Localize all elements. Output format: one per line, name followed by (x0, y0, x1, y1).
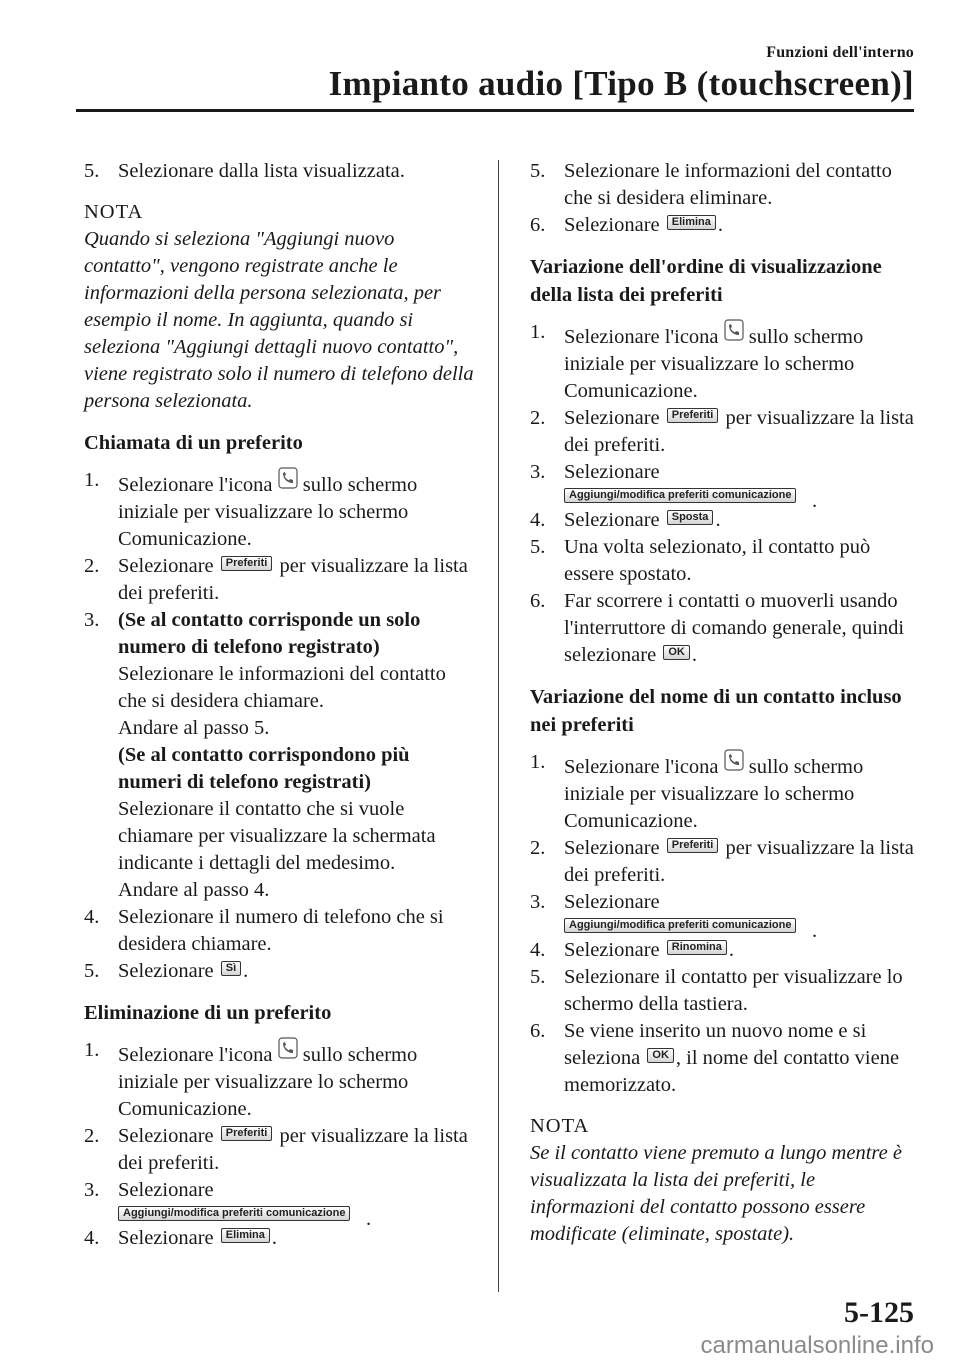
elimina-button: Elimina (221, 1228, 270, 1243)
delete-step-3: 3. Selezionare Aggiungi/modifica preferiti comunicazione . (84, 1179, 372, 1230)
header-rule (76, 109, 914, 112)
phone-icon (724, 319, 744, 341)
si-button: Sì (221, 961, 241, 976)
call-step-1: 1. Selezionare l'icona sullo schermo iniziale per visualizzare lo schermo Comunicazione. (84, 469, 418, 550)
note-label: NOTA (84, 201, 144, 223)
order-step-2: 2. Selezionare Preferiti per visualizzare la lista dei preferiti. (530, 407, 914, 456)
heading-change-order: Variazione dell'ordine di visualizzazione della lista dei preferiti (530, 256, 882, 306)
left-column (84, 158, 474, 1252)
page-title: Impianto audio [Tipo B (touchscreen)] (328, 64, 914, 103)
preferiti-button: Preferiti (221, 556, 273, 571)
delete-step-4: 4. Selezionare Elimina . (84, 1227, 277, 1249)
rinomina-button: Rinomina (667, 940, 727, 955)
rename-step-5: 5. Selezionare il contatto per visualizzare lo schermo della tastiera. (530, 966, 903, 1015)
preferiti-button: Preferiti (221, 1126, 273, 1141)
delete-step-2: 2. Selezionare Preferiti per visualizzare la lista dei preferiti. (84, 1125, 468, 1174)
note-long-press (530, 1113, 920, 1248)
heading-call-favorite: Chiamata di un preferito (84, 432, 303, 454)
delete-step-1: 1. Selezionare l'icona sullo schermo iniziale per visualizzare lo schermo Comunicazione. (84, 1039, 418, 1120)
phone-icon (278, 467, 298, 489)
rename-step-1: 1. Selezionare l'icona sullo schermo iniziale per visualizzare lo schermo Comunicazione. (530, 751, 864, 832)
call-step-2: 2. Selezionare Preferiti per visualizzare la lista dei preferiti. (84, 555, 468, 604)
ok-button: OK (647, 1048, 674, 1063)
edit-favorites-button: Aggiungi/modifica preferiti comunicazione (564, 488, 796, 503)
rename-step-2: 2. Selezionare Preferiti per visualizzare la lista dei preferiti. (530, 837, 914, 886)
delete-step-5: 5. Selezionare le informazioni del contatto che si desidera eliminare. (530, 160, 892, 209)
order-step-3: 3. Selezionare Aggiungi/modifica preferiti comunicazione . (530, 461, 818, 512)
note-add-contact (84, 199, 474, 415)
note-label: NOTA (530, 1115, 590, 1137)
ok-button: OK (663, 645, 690, 660)
edit-favorites-button: Aggiungi/modifica preferiti comunicazione (118, 1206, 350, 1221)
preferiti-button: Preferiti (667, 838, 719, 853)
order-step-1: 1. Selezionare l'icona sullo schermo iniziale per visualizzare lo schermo Comunicazione. (530, 321, 864, 402)
rename-step-3: 3. Selezionare Aggiungi/modifica preferiti comunicazione . (530, 891, 818, 942)
step-select-from-list: 5. Selezionare dalla lista visualizzata. (84, 160, 405, 182)
heading-rename-contact: Variazione del nome di un contatto incluso nei preferiti (530, 686, 902, 736)
call-step-3: 3. (Se al contatto corrisponde un solo numero di telefono registrato) Selezionare le informazioni del contatto che si desidera chiamare. Andare al passo 5. (Se al contatto corrispondono più numeri di telefono registrati) Selezionare il contatto che si vuole chiamare per visualizzare la schermata indicante i dettagli del medesimo. Andare al passo 4. (84, 609, 446, 901)
note-text: Se il contatto viene premuto a lungo mentre è visualizzata la lista dei preferiti, le informazioni del contatto possono essere modificate (eliminate, spostate). (530, 1142, 902, 1245)
sposta-button: Sposta (667, 510, 714, 525)
rename-step-6: 6. Se viene inserito un nuovo nome e si seleziona OK , il nome del contatto viene memorizzato. (530, 1020, 900, 1096)
call-step-5: 5. Selezionare Sì . (84, 960, 249, 982)
order-step-5: 5. Una volta selezionato, il contatto può essere spostato. (530, 536, 871, 585)
call-step-4: 4. Selezionare il numero di telefono che si desidera chiamare. (84, 906, 444, 955)
delete-step-6: 6. Selezionare Elimina . (530, 214, 723, 236)
order-step-4: 4. Selezionare Sposta . (530, 509, 721, 531)
note-text: Quando si seleziona "Aggiungi nuovo contatto", vengono registrate anche le informazioni della persona selezionata, per esempio il nome. In aggiunta, quando si seleziona "Aggiungi dettagli nuovo contatto", viene registrato solo il numero di telefono della persona selezionata. (84, 228, 474, 412)
preferiti-button: Preferiti (667, 408, 719, 423)
column-divider (498, 160, 499, 1292)
elimina-button: Elimina (667, 215, 716, 230)
rename-step-4: 4. Selezionare Rinomina . (530, 939, 734, 961)
heading-delete-favorite: Eliminazione di un preferito (84, 1002, 332, 1024)
right-column (530, 158, 920, 1258)
watermark: carmanualsonline.info (700, 1332, 934, 1359)
page-number: 5-125 (844, 1296, 914, 1329)
phone-icon (724, 749, 744, 771)
phone-icon (278, 1037, 298, 1059)
section-label: Funzioni dell'interno (766, 44, 914, 61)
edit-favorites-button: Aggiungi/modifica preferiti comunicazione (564, 918, 796, 933)
order-step-6: 6. Far scorrere i contatti o muoverli usando l'interruttore di comando generale, quindi selezionare OK . (530, 590, 905, 666)
